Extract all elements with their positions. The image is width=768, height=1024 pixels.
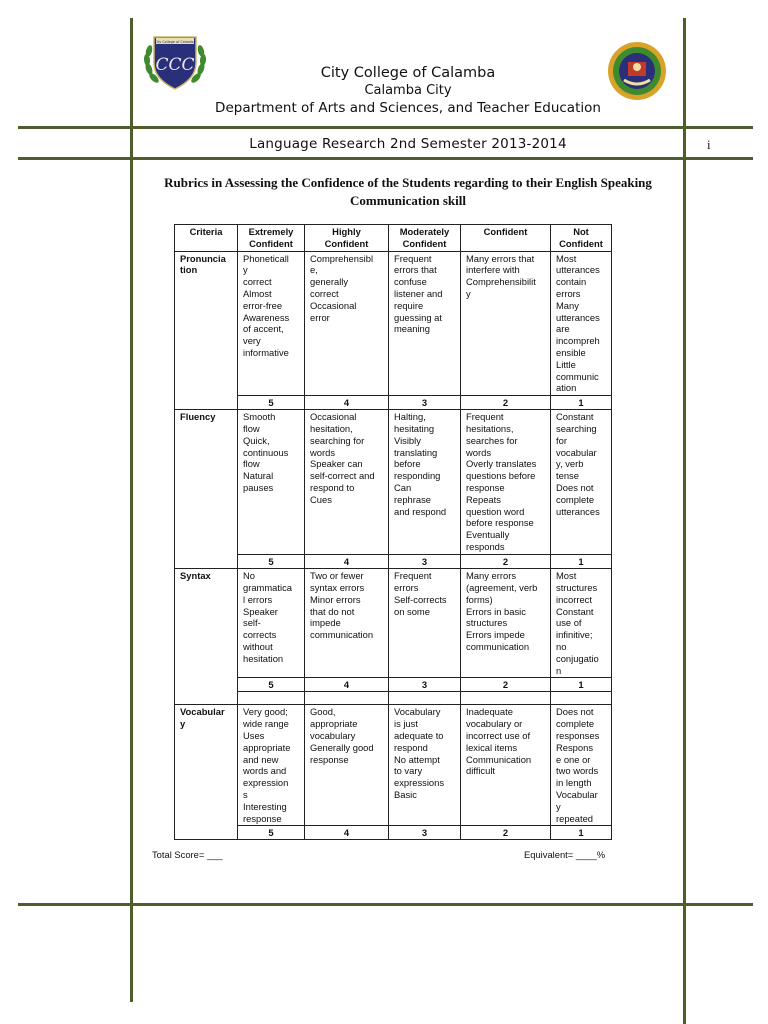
table-cell: Inadequate vocabulary or incorrect use of lexical items Communication difficult xyxy=(461,705,551,826)
criterion-vocabulary: Vocabular y xyxy=(175,705,238,840)
table-cell: Occasional hesitation, searching for words Speaker can self-correct and respond to Cues xyxy=(305,410,389,555)
table-cell: Does not complete responses Respons e one or two words in length Vocabular y repeated xyxy=(551,705,612,826)
score-cell: 4 xyxy=(305,678,389,692)
table-cell: Halting, hesitating Visibly translating before responding Can rephrase and respond xyxy=(389,410,461,555)
table-row xyxy=(175,410,612,555)
header-criteria: Criteria xyxy=(175,225,238,252)
score-cell: 4 xyxy=(305,396,389,410)
score-cell: 5 xyxy=(238,678,305,692)
header-highly-confident: Highly Confident xyxy=(305,225,389,252)
document-title: Rubrics in Assessing the Confidence of the Students regarding to their English Speaking Communication skill xyxy=(164,175,652,208)
header-rule-top xyxy=(18,126,753,129)
score-cell: 3 xyxy=(389,555,461,569)
equivalent-field: Equivalent= ____% xyxy=(524,849,606,860)
table-cell: Vocabulary is just adequate to respond No attempt to vary expressions Basic xyxy=(389,705,461,826)
table-cell: Constant searching for vocabular y, verb tense Does not complete utterances xyxy=(551,410,612,555)
criterion-fluency: Fluency xyxy=(175,410,238,569)
table-cell: Good, appropriate vocabulary Generally good response xyxy=(305,705,389,826)
table-row xyxy=(175,251,612,396)
table-cell: Many errors (agreement, verb forms) Errors in basic structures Errors impede communication xyxy=(461,569,551,678)
criterion-pronunciation: Pronuncia tion xyxy=(175,251,238,410)
table-cell: No grammatica l errors Speaker self- corrects without hesitation xyxy=(238,569,305,678)
table-cell: Two or fewer syntax errors Minor errors that do not impede communication xyxy=(305,569,389,678)
score-row xyxy=(175,678,612,692)
spacer-row xyxy=(175,692,612,705)
footer-rule xyxy=(18,903,753,906)
score-cell: 3 xyxy=(389,396,461,410)
table-cell: Most structures incorrect Constant use of infinitive; no conjugatio n xyxy=(551,569,612,678)
score-cell: 1 xyxy=(551,396,612,410)
svg-text:CCC: CCC xyxy=(155,55,195,75)
score-row xyxy=(175,555,612,569)
college-name: City College of Calamba xyxy=(320,65,496,81)
svg-text:City College of Calamba: City College of Calamba xyxy=(154,39,196,44)
score-cell: 2 xyxy=(461,826,551,840)
department-name: Department of Arts and Sciences, and Teacher Education xyxy=(215,100,601,116)
score-cell: 1 xyxy=(551,826,612,840)
score-cell: 2 xyxy=(461,678,551,692)
table-cell: Comprehensibl e, generally correct Occasional error xyxy=(305,251,389,396)
header-not-confident: Not Confident xyxy=(551,225,612,252)
table-cell: Most utterances contain errors Many utterances are incompreh ensible Little communic ation xyxy=(551,251,612,396)
score-cell: 4 xyxy=(305,555,389,569)
score-cell: 4 xyxy=(305,826,389,840)
header-moderately-confident: Moderately Confident xyxy=(389,225,461,252)
table-header-row xyxy=(175,225,612,252)
score-cell: 5 xyxy=(238,826,305,840)
score-cell: 5 xyxy=(238,555,305,569)
rubric-table xyxy=(174,224,612,840)
table-cell: Smooth flow Quick, continuous flow Natural pauses xyxy=(238,410,305,555)
score-cell: 2 xyxy=(461,396,551,410)
score-cell: 3 xyxy=(389,826,461,840)
table-cell: Frequent errors Self-corrects on some xyxy=(389,569,461,678)
score-cell: 2 xyxy=(461,555,551,569)
score-cell: 1 xyxy=(551,678,612,692)
score-row xyxy=(175,826,612,840)
table-cell: Very good; wide range Uses appropriate and new words and expression s Interesting response xyxy=(238,705,305,826)
left-margin-rule xyxy=(130,18,133,1002)
total-score-field: Total Score= ___ xyxy=(152,849,223,860)
header-confident: Confident xyxy=(461,225,551,252)
table-row xyxy=(175,705,612,826)
page-number: i xyxy=(707,137,711,152)
college-city: Calamba City xyxy=(364,83,452,98)
header-extremely-confident: Extremely Confident xyxy=(238,225,305,252)
score-cell: 3 xyxy=(389,678,461,692)
right-margin-rule xyxy=(683,18,686,1024)
header-rule-bottom xyxy=(18,157,753,160)
course-title: Language Research 2nd Semester 2013-2014 xyxy=(249,136,567,152)
table-cell: Phoneticall y correct Almost error-free Awareness of accent, very informative xyxy=(238,251,305,396)
table-cell: Frequent errors that confuse listener and require guessing at meaning xyxy=(389,251,461,396)
score-cell: 1 xyxy=(551,555,612,569)
score-row xyxy=(175,396,612,410)
table-row xyxy=(175,569,612,678)
table-cell: Many errors that interfere with Comprehensibilit y xyxy=(461,251,551,396)
criterion-syntax: Syntax xyxy=(175,569,238,705)
score-cell: 5 xyxy=(238,396,305,410)
table-cell: Frequent hesitations, searches for words Overly translates questions before response Repeats question word before response Eventually responds xyxy=(461,410,551,555)
